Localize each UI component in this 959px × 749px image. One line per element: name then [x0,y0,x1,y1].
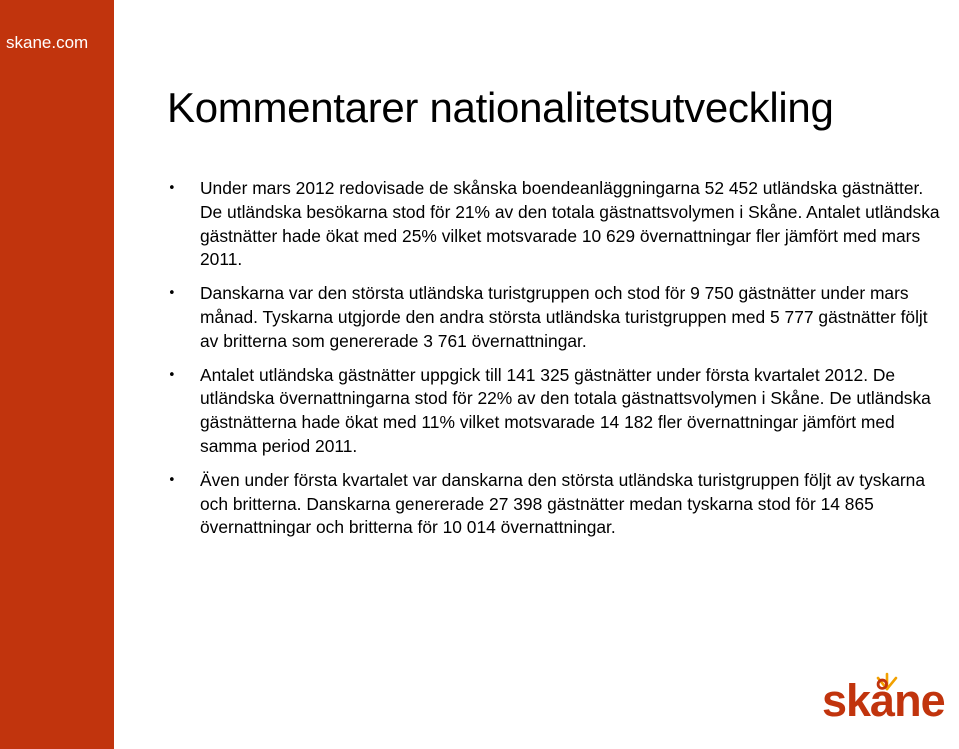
list-item [162,177,942,272]
bullet-text: Även under första kvartalet var danskarna den största utländska turistgruppen följt av tyskarna och britterna. Danskarna genererade 27 398 gästnätter medan tyskarna stod för 14 865 övernattningar och britterna för 10 014 övernattningar. [200,469,925,538]
page-title: Kommentarer nationalitetsutveckling [167,84,834,131]
bullet-text: Under mars 2012 redovisade de skånska boendeanläggningarna 52 452 utländska gästnätter. De utländska besökarna stod för 21% av den totala gästnattsvolymen i Skåne. Antalet utländska gästnätter hade ökat med 25% vilket motsvarade 10 629 övernattningar fler jämfört med mars 2011. [200,178,940,270]
bullet-icon: • [168,181,176,196]
list-item [162,469,942,540]
bullet-text: Antalet utländska gästnätter uppgick till 141 325 gästnätter under första kvartalet 2012. De utländska övernattningarna stod för 22% av den totala gästnattsvolymen i Skåne. De utländska gästnätterna hade ökat med 11% vilket motsvarade 14 182 fler övernattningar jämfört med samma period 2011. [200,364,931,456]
bullet-icon: • [168,472,176,488]
site-label: skane.com [6,33,89,52]
logo-wordmark: skåne [822,675,945,726]
bullet-icon: • [168,367,176,383]
bullet-icon: • [168,286,176,302]
skane-logo [822,671,959,731]
bullet-list [162,177,942,550]
sidebar [0,0,114,749]
list-item [162,282,942,353]
bullet-text: Danskarna var den största utländska turistgruppen och stod för 9 750 gästnätter under mars månad. Tyskarna utgjorde den andra största utländska turistgruppen med 5 777 gästnätter följt av britterna som genererade 3 761 övernattningar. [200,283,928,351]
list-item [162,364,942,459]
